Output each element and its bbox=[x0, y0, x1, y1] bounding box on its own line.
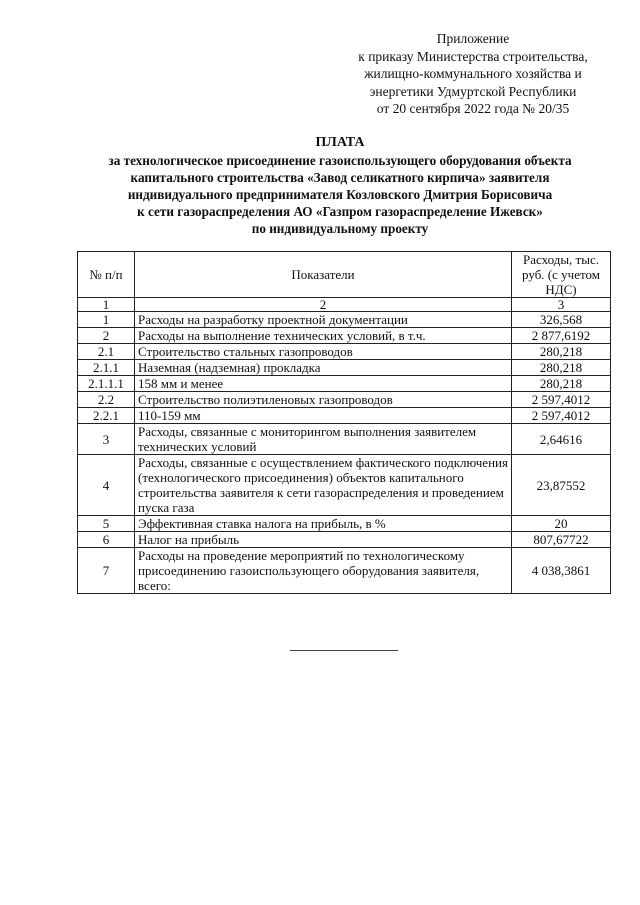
table-row bbox=[78, 312, 611, 328]
row-value: 2 597,4012 bbox=[512, 392, 611, 408]
row-value: 326,568 bbox=[512, 312, 611, 328]
row-indicator: Эффективная ставка налога на прибыль, в % bbox=[135, 516, 512, 532]
appendix-line: жилищно-коммунального хозяйства и bbox=[364, 66, 582, 81]
table-row bbox=[78, 360, 611, 376]
row-indicator: Налог на прибыль bbox=[135, 532, 512, 548]
row-num: 1 bbox=[78, 312, 135, 328]
appendix-line: от 20 сентября 2022 года № 20/35 bbox=[376, 101, 570, 116]
row-num: 2.1.1 bbox=[78, 360, 135, 376]
row-value: 2 597,4012 bbox=[512, 408, 611, 424]
row-num: 2 bbox=[78, 328, 135, 344]
row-indicator: Расходы на разработку проектной документации bbox=[135, 312, 512, 328]
header-num: № п/п bbox=[78, 252, 135, 298]
row-value: 280,218 bbox=[512, 360, 611, 376]
page-title: ПЛАТА bbox=[315, 135, 365, 150]
table-row bbox=[78, 548, 611, 594]
fee-table bbox=[77, 251, 611, 594]
row-num: 4 bbox=[78, 455, 135, 516]
row-num: 2.1 bbox=[78, 344, 135, 360]
title-line: за технологическое присоединение газоиспользующего оборудования объекта bbox=[108, 153, 572, 168]
row-num: 5 bbox=[78, 516, 135, 532]
table-row bbox=[78, 424, 611, 455]
row-value: 280,218 bbox=[512, 344, 611, 360]
appendix-line: к приказу Министерства строительства, bbox=[358, 48, 588, 64]
row-num: 3 bbox=[78, 424, 135, 455]
table-row bbox=[78, 408, 611, 424]
header-indicator: Показатели bbox=[135, 252, 512, 298]
row-indicator: Расходы, связанные с осуществлением фактического подключения (технологического присоединения) объектов капитального строительства заявителя к сети газораспределения и проведением пуска газа bbox=[135, 455, 512, 516]
table-row bbox=[78, 392, 611, 408]
row-indicator: Расходы на проведение мероприятий по технологическому присоединению газоиспользующего оборудования заявителя, всего: bbox=[135, 548, 512, 594]
row-num: 6 bbox=[78, 532, 135, 548]
appendix-line: энергетики Удмуртской Республики bbox=[369, 83, 577, 99]
row-value: 20 bbox=[512, 516, 611, 532]
appendix-line: Приложение bbox=[436, 31, 510, 46]
row-num: 7 bbox=[78, 548, 135, 594]
title-line: капитального строительства «Завод селикатного кирпича» заявителя bbox=[130, 170, 550, 185]
header-value: Расходы, тыс. руб. (с учетом НДС) bbox=[512, 252, 611, 298]
table-row bbox=[78, 344, 611, 360]
row-indicator: Строительство стальных газопроводов bbox=[135, 344, 512, 360]
appendix-header bbox=[338, 30, 608, 118]
title-line: к сети газораспределения АО «Газпром газораспределение Ижевск» bbox=[137, 204, 543, 219]
row-indicator: Расходы на выполнение технических условий, в т.ч. bbox=[135, 328, 512, 344]
row-value: 2,64616 bbox=[512, 424, 611, 455]
title-line: по индивидуальному проекту bbox=[251, 221, 429, 236]
row-indicator: 158 мм и менее bbox=[135, 376, 512, 392]
row-value: 280,218 bbox=[512, 376, 611, 392]
table-row bbox=[78, 455, 611, 516]
row-value: 4 038,3861 bbox=[512, 548, 611, 594]
row-value: 2 877,6192 bbox=[512, 328, 611, 344]
table-header-row bbox=[78, 252, 611, 298]
table-row bbox=[78, 532, 611, 548]
table-index-row bbox=[78, 298, 611, 312]
index-cell: 3 bbox=[512, 298, 611, 312]
row-value: 807,67722 bbox=[512, 532, 611, 548]
table-row bbox=[78, 516, 611, 532]
index-cell: 2 bbox=[135, 298, 512, 312]
row-num: 2.2 bbox=[78, 392, 135, 408]
row-indicator: Строительство полиэтиленовых газопроводов bbox=[135, 392, 512, 408]
row-indicator: Расходы, связанные с мониторингом выполнения заявителем технических условий bbox=[135, 424, 512, 455]
table-row bbox=[78, 376, 611, 392]
row-indicator: 110-159 мм bbox=[135, 408, 512, 424]
end-separator-line bbox=[290, 650, 398, 651]
row-indicator: Наземная (надземная) прокладка bbox=[135, 360, 512, 376]
row-num: 2.1.1.1 bbox=[78, 376, 135, 392]
title-line: индивидуального предпринимателя Козловского Дмитрия Борисовича bbox=[127, 187, 553, 202]
row-value: 23,87552 bbox=[512, 455, 611, 516]
table-row bbox=[78, 328, 611, 344]
document-title bbox=[60, 134, 620, 237]
row-num: 2.2.1 bbox=[78, 408, 135, 424]
index-cell: 1 bbox=[78, 298, 135, 312]
